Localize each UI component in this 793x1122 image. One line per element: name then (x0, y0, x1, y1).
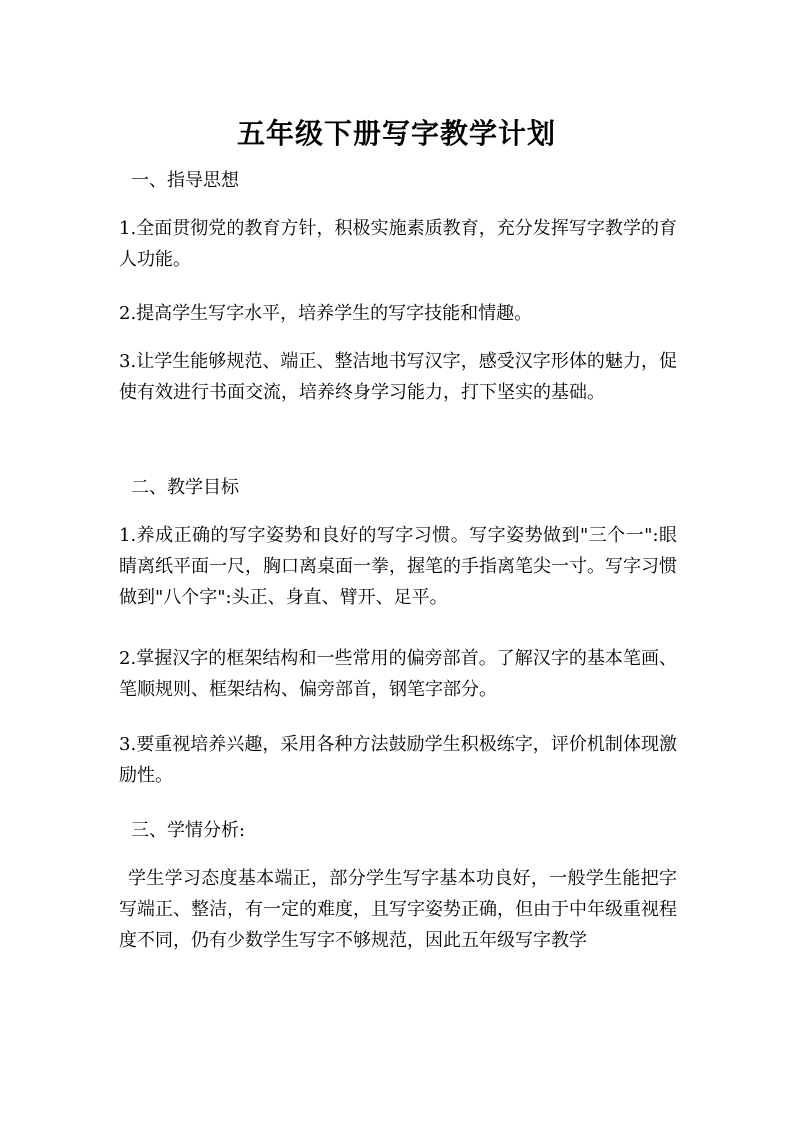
paragraph-ideology-1: 1.全面贯彻党的教育方针，积极实施素质教育，充分发挥写字教学的育人功能。 (119, 218, 677, 270)
section-heading-teaching-goals: 二、教学目标 (131, 477, 239, 498)
paragraph-ideology-3: 3.让学生能够规范、端正、整洁地书写汉字，感受汉字形体的魅力，促使有效进行书面交流，培养终身学习能力，打下坚实的基础。 (119, 351, 677, 403)
section-heading-guiding-ideology: 一、指导思想 (131, 170, 239, 191)
section-heading-learning-analysis: 三、学情分析: (131, 820, 246, 841)
paragraph-analysis-1: 学生学习态度基本端正，部分学生写字基本功良好，一般学生能把字写端正、整洁，有一定的难度，且写字姿势正确，但由于中年级重视程度不同，仍有少数学生写字不够规范，因此五年级写字教学 (119, 868, 677, 951)
paragraph-goals-2: 2.掌握汉字的框架结构和一些常用的偏旁部首。了解汉字的基本笔画、笔顺规则、框架结构、偏旁部首，钢笔字部分。 (119, 648, 677, 700)
paragraph-goals-1: 1.养成正确的写字姿势和良好的写字习惯。写字姿势做到"三个一":眼睛离纸平面一尺，胸口离桌面一拳，握笔的手指离笔尖一寸。写字习惯做到"八个字":头正、身直、臂开、足平。 (119, 525, 677, 608)
paragraph-goals-3: 3.要重视培养兴趣，采用各种方法鼓励学生积极练字，评价机制体现激励性。 (119, 734, 677, 786)
document-title: 五年级下册写字教学计划 (236, 116, 556, 150)
paragraph-ideology-2: 2.提高学生写字水平，培养学生的写字技能和情趣。 (119, 303, 533, 324)
